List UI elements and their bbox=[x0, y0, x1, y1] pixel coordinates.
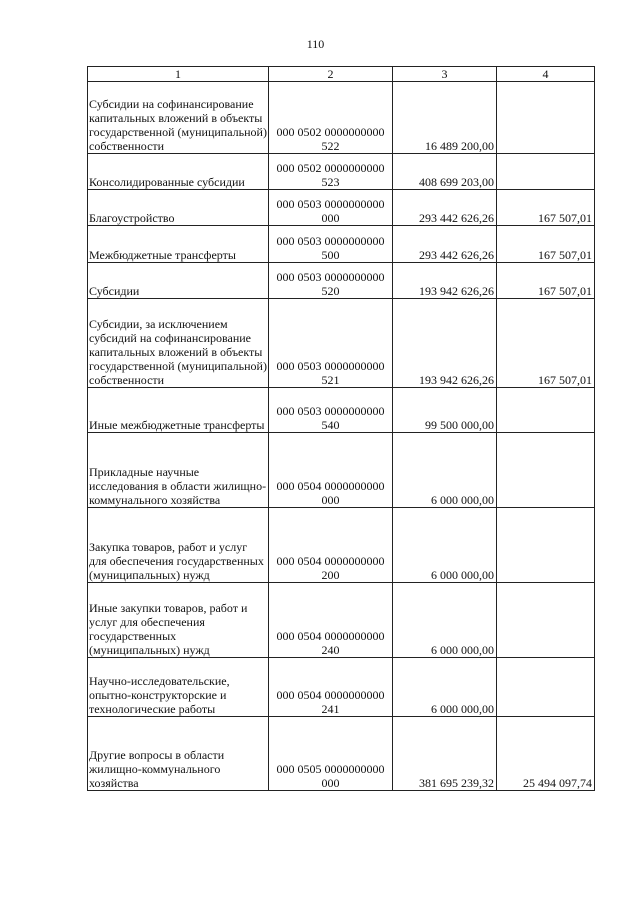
row-code-line2: 240 bbox=[321, 643, 340, 657]
header-col-1: 1 bbox=[88, 67, 269, 82]
row-code-line1: 000 0504 0000000000 bbox=[276, 479, 385, 493]
row-name: Субсидии на софинансирование капитальных вложений в объекты государственной (муниципальной) собственности bbox=[88, 82, 269, 154]
row-name: Иные межбюджетные трансферты bbox=[88, 388, 269, 433]
table-header-row bbox=[88, 67, 595, 82]
row-code-line1: 000 0504 0000000000 bbox=[276, 554, 385, 568]
row-code-line2: 200 bbox=[321, 568, 340, 582]
row-code bbox=[269, 583, 393, 658]
table-row bbox=[88, 299, 595, 388]
row-amount-col4: 167 507,01 bbox=[497, 299, 595, 388]
row-name: Субсидии bbox=[88, 263, 269, 299]
row-code-line2: 000 bbox=[321, 211, 340, 225]
row-code-line2: 500 bbox=[321, 248, 340, 262]
row-code bbox=[269, 508, 393, 583]
row-code-line1: 000 0503 0000000000 bbox=[276, 270, 385, 284]
row-amount-col3: 16 489 200,00 bbox=[393, 82, 497, 154]
row-amount-col4 bbox=[497, 508, 595, 583]
table-row bbox=[88, 263, 595, 299]
row-name: Иные закупки товаров, работ и услуг для обеспечения государственных (муниципальных) нужд bbox=[88, 583, 269, 658]
row-amount-col3: 381 695 239,32 bbox=[393, 717, 497, 791]
row-code bbox=[269, 226, 393, 263]
table-row bbox=[88, 433, 595, 508]
table-row bbox=[88, 388, 595, 433]
row-code-line1: 000 0503 0000000000 bbox=[276, 359, 385, 373]
row-code-line1: 000 0502 0000000000 bbox=[276, 125, 385, 139]
row-code-line2: 521 bbox=[321, 373, 340, 387]
row-amount-col4: 167 507,01 bbox=[497, 190, 595, 226]
header-col-3: 3 bbox=[393, 67, 497, 82]
row-amount-col4 bbox=[497, 433, 595, 508]
row-amount-col4 bbox=[497, 154, 595, 190]
row-code-line1: 000 0503 0000000000 bbox=[276, 234, 385, 248]
row-code bbox=[269, 190, 393, 226]
row-amount-col3: 99 500 000,00 bbox=[393, 388, 497, 433]
row-code bbox=[269, 388, 393, 433]
header-col-2: 2 bbox=[269, 67, 393, 82]
row-name: Закупка товаров, работ и услуг для обеспечения государственных (муниципальных) нужд bbox=[88, 508, 269, 583]
row-code bbox=[269, 154, 393, 190]
row-amount-col3: 6 000 000,00 bbox=[393, 658, 497, 717]
row-code-line2: 000 bbox=[321, 493, 340, 507]
table-row bbox=[88, 658, 595, 717]
row-amount-col3: 293 442 626,26 bbox=[393, 226, 497, 263]
table-row bbox=[88, 190, 595, 226]
row-amount-col3: 6 000 000,00 bbox=[393, 508, 497, 583]
row-code bbox=[269, 658, 393, 717]
row-code bbox=[269, 82, 393, 154]
budget-table bbox=[87, 66, 595, 791]
row-amount-col4 bbox=[497, 658, 595, 717]
row-code-line2: 522 bbox=[321, 139, 340, 153]
table-row bbox=[88, 226, 595, 263]
table-row bbox=[88, 154, 595, 190]
row-amount-col3: 408 699 203,00 bbox=[393, 154, 497, 190]
row-amount-col4: 167 507,01 bbox=[497, 226, 595, 263]
row-amount-col3: 293 442 626,26 bbox=[393, 190, 497, 226]
row-name: Консолидированные субсидии bbox=[88, 154, 269, 190]
table-row bbox=[88, 717, 595, 791]
row-amount-col4 bbox=[497, 82, 595, 154]
row-name: Межбюджетные трансферты bbox=[88, 226, 269, 263]
row-amount-col4: 167 507,01 bbox=[497, 263, 595, 299]
table-row bbox=[88, 583, 595, 658]
table-row bbox=[88, 508, 595, 583]
row-amount-col3: 6 000 000,00 bbox=[393, 583, 497, 658]
row-code bbox=[269, 263, 393, 299]
row-code-line1: 000 0503 0000000000 bbox=[276, 197, 385, 211]
row-code-line1: 000 0504 0000000000 bbox=[276, 688, 385, 702]
row-amount-col3: 6 000 000,00 bbox=[393, 433, 497, 508]
row-amount-col3: 193 942 626,26 bbox=[393, 299, 497, 388]
row-name: Научно-исследовательские, опытно-конструкторские и технологические работы bbox=[88, 658, 269, 717]
row-code-line2: 241 bbox=[321, 702, 340, 716]
row-code-line2: 523 bbox=[321, 175, 340, 189]
row-amount-col4: 25 494 097,74 bbox=[497, 717, 595, 791]
row-code-line1: 000 0503 0000000000 bbox=[276, 404, 385, 418]
row-code-line2: 540 bbox=[321, 418, 340, 432]
row-name: Благоустройство bbox=[88, 190, 269, 226]
row-amount-col3: 193 942 626,26 bbox=[393, 263, 497, 299]
table-row bbox=[88, 82, 595, 154]
row-code-line2: 520 bbox=[321, 284, 340, 298]
row-amount-col4 bbox=[497, 583, 595, 658]
page-number: 110 bbox=[306, 37, 325, 51]
row-amount-col4 bbox=[497, 388, 595, 433]
header-col-4: 4 bbox=[497, 67, 595, 82]
row-name: Субсидии, за исключением субсидий на софинансирование капитальных вложений в объекты государственной (муниципальной) собственности bbox=[88, 299, 269, 388]
row-code-line1: 000 0504 0000000000 bbox=[276, 629, 385, 643]
row-code bbox=[269, 299, 393, 388]
row-code-line2: 000 bbox=[321, 776, 340, 790]
row-name: Другие вопросы в области жилищно-коммунального хозяйства bbox=[88, 717, 269, 791]
row-name: Прикладные научные исследования в области жилищно-коммунального хозяйства bbox=[88, 433, 269, 508]
row-code bbox=[269, 433, 393, 508]
row-code-line1: 000 0505 0000000000 bbox=[276, 762, 385, 776]
row-code-line1: 000 0502 0000000000 bbox=[276, 161, 385, 175]
row-code bbox=[269, 717, 393, 791]
